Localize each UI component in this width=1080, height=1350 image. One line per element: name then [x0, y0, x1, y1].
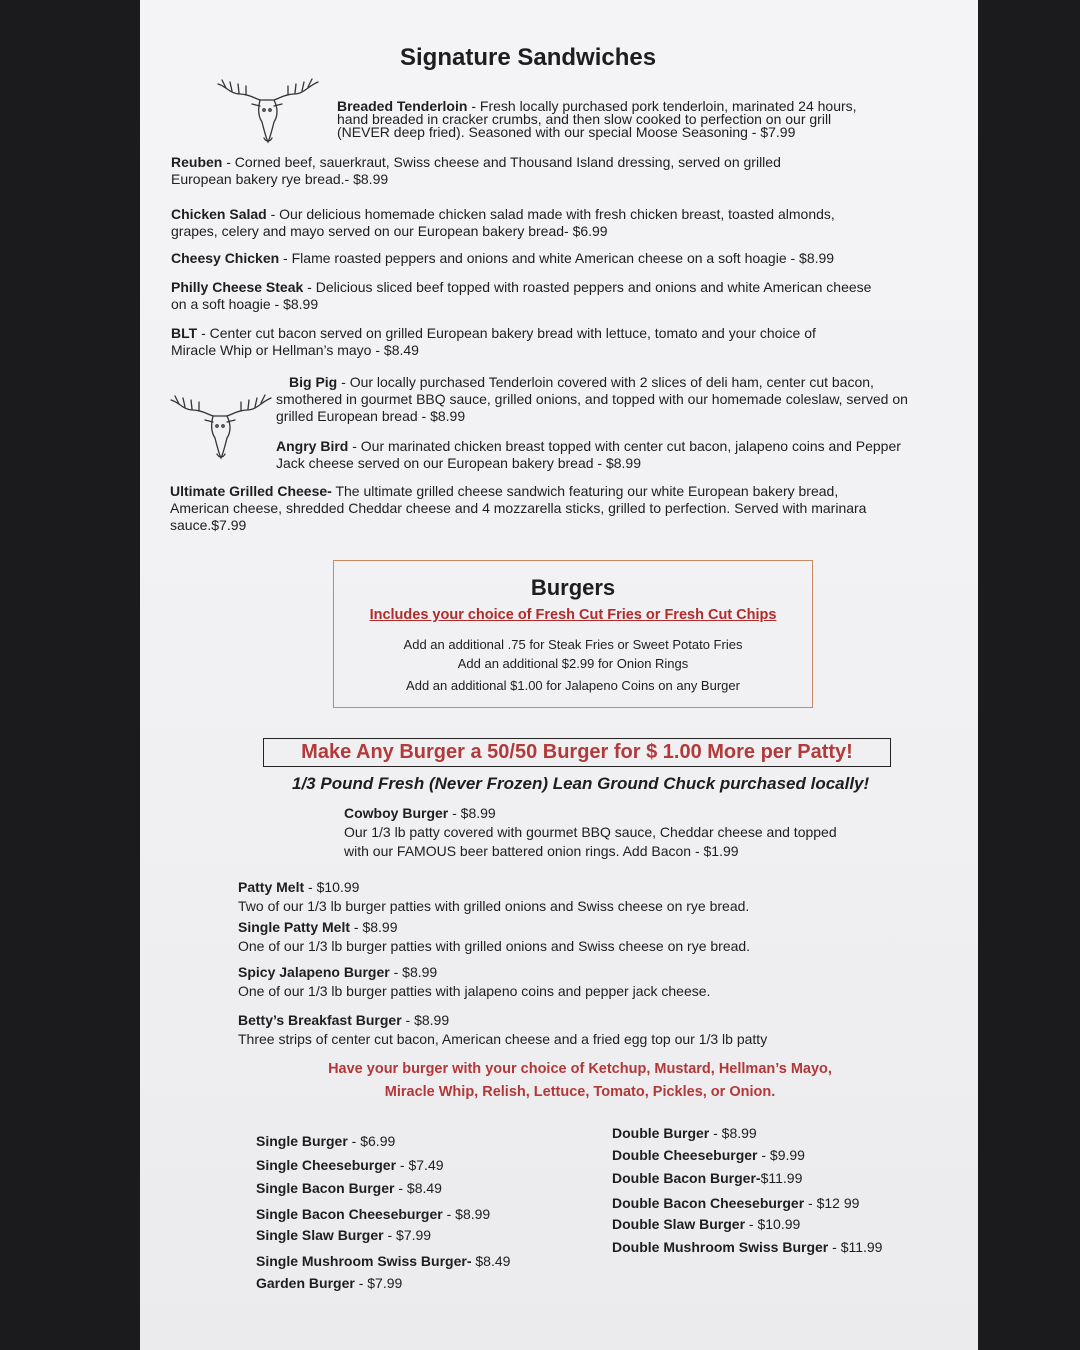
- chuck-subline: 1/3 Pound Fresh (Never Frozen) Lean Ground Chuck purchased locally!: [292, 774, 870, 793]
- fifty-fifty-banner: Make Any Burger a 50/50 Burger for $ 1.00 More per Patty!: [263, 738, 891, 767]
- single-item: Single Bacon Cheeseburger - $8.99: [256, 1206, 491, 1222]
- double-item: Double Mushroom Swiss Burger - $11.99: [612, 1239, 883, 1255]
- menu-item-bettys-breakfast-burger: Betty’s Breakfast Burger - $8.99 Three strips of center cut bacon, American cheese and a fried egg top our 1/3 lb patty: [238, 1012, 768, 1047]
- single-item: Garden Burger - $7.99: [256, 1275, 403, 1291]
- menu-item-big-pig: Big Pig - Our locally purchased Tenderloin covered with 2 slices of deli ham, center cut bacon, smothered in gourmet BBQ sauce, grilled onions, and topped with our homemade coleslaw, served on grilled European bread - $8.99: [276, 374, 908, 424]
- menu-item-reuben: Reuben - Corned beef, sauerkraut, Swiss cheese and Thousand Island dressing, served on grilled European bakery rye bread.- $8.99: [171, 154, 781, 187]
- menu-item-spicy-jalapeno-burger: Spicy Jalapeno Burger - $8.99 One of our 1/3 lb burger patties with jalapeno coins and pepper jack cheese.: [238, 964, 711, 999]
- burgers-info-box: [333, 560, 813, 708]
- burgers-addon: Add an additional $1.00 for Jalapeno Coins on any Burger: [406, 678, 740, 693]
- burgers-includes: Includes your choice of Fresh Cut Fries or Fresh Cut Chips: [369, 607, 777, 623]
- page-title: Signature Sandwiches: [400, 44, 657, 71]
- menu-item-ultimate-grilled-cheese: Ultimate Grilled Cheese- The ultimate grilled cheese sandwich featuring our white European bakery bread, American cheese, shredded Cheddar cheese and 4 mozzarella sticks, grilled to perfection. Served with marinara sauce.$7.99: [170, 483, 867, 533]
- double-item: Double Cheeseburger - $9.99: [612, 1147, 805, 1163]
- menu-item-angry-bird: Angry Bird - Our marinated chicken breast topped with center cut bacon, jalapeno coins and Pepper Jack cheese served on our European bakery bread - $8.99: [276, 438, 901, 471]
- burgers-addon: Add an additional .75 for Steak Fries or Sweet Potato Fries: [403, 637, 743, 652]
- single-item: Single Bacon Burger - $8.49: [256, 1180, 442, 1196]
- menu-item-single-patty-melt: Single Patty Melt - $8.99 One of our 1/3 lb burger patties with grilled onions and Swiss cheese on rye bread.: [238, 919, 751, 954]
- menu-item-philly-cheese-steak: Philly Cheese Steak - Delicious sliced beef topped with roasted peppers and onions and white American cheese on a soft hoagie - $8.99: [171, 279, 872, 312]
- menu-item-patty-melt: Patty Melt - $10.99 Two of our 1/3 lb burger patties with grilled onions and Swiss cheese on rye bread.: [238, 879, 750, 914]
- toppings-note-2: Miracle Whip, Relish, Lettuce, Tomato, Pickles, or Onion.: [384, 1084, 776, 1100]
- toppings-note-1: Have your burger with your choice of Ketchup, Mustard, Hellman’s Mayo,: [328, 1061, 832, 1077]
- menu-item-cowboy-burger: Cowboy Burger - $8.99 Our 1/3 lb patty covered with gourmet BBQ sauce, Cheddar cheese and topped with our FAMOUS beer battered onion rings. Add Bacon - $1.99: [344, 805, 837, 859]
- menu-item-breaded-tenderloin: Breaded Tenderloin - Fresh locally purchased pork tenderloin, marinated 24 hours, hand breaded in cracker crumbs, and then slow cooked to perfection on our grill (NEVER deep fried). Seasoned with our special Moose Seasoning - $7.99: [337, 98, 857, 140]
- burgers-addon: Add an additional $2.99 for Onion Rings: [457, 656, 689, 671]
- menu-item-cheesy-chicken: Cheesy Chicken - Flame roasted peppers and onions and white American cheese on a soft hoagie - $8.99: [171, 250, 835, 266]
- double-item: Double Bacon Cheeseburger - $12 99: [612, 1195, 860, 1211]
- menu-item-blt: BLT - Center cut bacon served on grilled European bakery bread with lettuce, tomato and your choice of Miracle Whip or Hellman’s mayo - $8.49: [171, 325, 816, 358]
- double-item: Double Slaw Burger - $10.99: [612, 1216, 801, 1232]
- moose-icon: [212, 76, 324, 148]
- single-item: Single Burger - $6.99: [256, 1133, 396, 1149]
- burgers-heading: Burgers: [530, 575, 616, 600]
- moose-icon: [165, 392, 277, 464]
- single-item: Single Slaw Burger - $7.99: [256, 1227, 432, 1243]
- double-item: Double Burger - $8.99: [612, 1125, 757, 1141]
- double-item: Double Bacon Burger-$11.99: [612, 1170, 803, 1186]
- single-item: Single Mushroom Swiss Burger- $8.49: [256, 1253, 511, 1269]
- menu-item-chicken-salad: Chicken Salad - Our delicious homemade chicken salad made with fresh chicken breast, toasted almonds, grapes, celery and mayo served on our European bakery bread- $6.99: [171, 206, 835, 239]
- single-item: Single Cheeseburger - $7.49: [256, 1157, 444, 1173]
